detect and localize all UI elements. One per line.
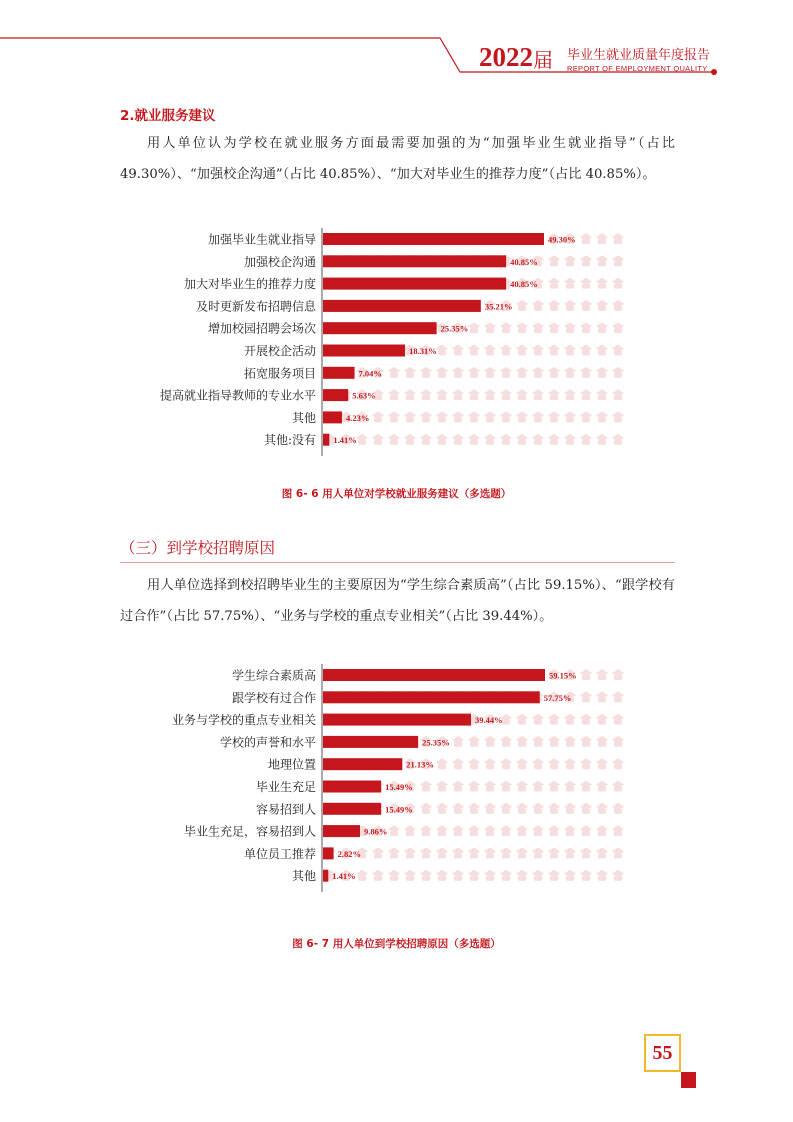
section-heading: 2.就业服务建议	[120, 108, 216, 124]
graduation-cap-icon	[548, 736, 560, 747]
graduation-cap-icon	[500, 411, 512, 422]
graduation-cap-icon	[436, 803, 448, 814]
graduation-cap-icon	[548, 322, 560, 333]
graduation-cap-icon	[468, 367, 480, 378]
graduation-cap-icon	[612, 847, 624, 858]
category-label: 学校的声誉和水平	[219, 735, 316, 750]
graduation-cap-icon	[436, 781, 448, 792]
graduation-cap-icon	[580, 714, 592, 725]
graduation-cap-icon	[420, 847, 432, 858]
graduation-cap-icon	[372, 411, 384, 422]
data-label: 2.82%	[337, 848, 361, 859]
graduation-cap-icon	[500, 345, 512, 356]
data-label: 5.63%	[352, 390, 376, 401]
graduation-cap-icon	[532, 714, 544, 725]
page-number: 55	[652, 1042, 673, 1064]
graduation-cap-icon	[500, 847, 512, 858]
graduation-cap-icon	[548, 367, 560, 378]
bar	[323, 781, 381, 793]
graduation-cap-icon	[484, 345, 496, 356]
category-label: 其他:没有	[263, 433, 316, 448]
category-label: 容易招到人	[255, 802, 316, 817]
graduation-cap-icon	[500, 434, 512, 445]
report-year: 2022	[479, 42, 533, 72]
category-label: 跟学校有过合作	[231, 690, 316, 705]
graduation-cap-icon	[548, 300, 560, 311]
graduation-cap-icon	[596, 714, 608, 725]
graduation-cap-icon	[532, 434, 544, 445]
bar	[323, 322, 437, 334]
graduation-cap-icon	[484, 803, 496, 814]
graduation-cap-icon	[532, 758, 544, 769]
graduation-cap-icon	[580, 300, 592, 311]
data-label: 40.85%	[510, 256, 538, 267]
report-year-suffix: 届	[533, 48, 553, 72]
chart-recruitment-reasons	[0, 664, 793, 896]
body-paragraph: 用人单位认为学校在就业服务方面最需要加强的为“加强毕业生就业指导”（占比 49.30%）、“加强校企沟通”（占比 40.85%）、“加大对毕业生的推荐力度”（占比 40.85%）。	[120, 136, 675, 182]
graduation-cap-icon	[500, 803, 512, 814]
graduation-cap-icon	[596, 691, 608, 702]
graduation-cap-icon	[548, 389, 560, 400]
graduation-cap-icon	[612, 781, 624, 792]
graduation-cap-icon	[452, 411, 464, 422]
graduation-cap-icon	[452, 434, 464, 445]
graduation-cap-icon	[516, 714, 528, 725]
graduation-cap-icon	[420, 434, 432, 445]
data-label: 4.23%	[345, 412, 370, 423]
bar	[323, 803, 381, 815]
data-label: 35.21%	[484, 301, 513, 312]
bar	[323, 870, 328, 882]
graduation-cap-icon	[468, 781, 480, 792]
graduation-cap-icon	[580, 781, 592, 792]
graduation-cap-icon	[580, 233, 592, 244]
graduation-cap-icon	[596, 255, 608, 266]
graduation-cap-icon	[532, 870, 544, 881]
graduation-cap-icon	[564, 278, 576, 289]
graduation-cap-icon	[420, 803, 432, 814]
graduation-cap-icon	[500, 781, 512, 792]
graduation-cap-icon	[548, 714, 560, 725]
report-title-en: REPORT OF EMPLOYMENT QUALITY	[567, 64, 708, 73]
graduation-cap-icon	[516, 300, 528, 311]
graduation-cap-icon	[468, 389, 480, 400]
category-label: 增加校园招聘会场次	[207, 321, 316, 336]
bar	[323, 411, 342, 423]
graduation-cap-icon	[500, 825, 512, 836]
section-divider	[120, 562, 675, 563]
graduation-cap-icon	[500, 758, 512, 769]
graduation-cap-icon	[612, 255, 624, 266]
graduation-cap-icon	[596, 847, 608, 858]
graduation-cap-icon	[436, 847, 448, 858]
graduation-cap-icon	[612, 300, 624, 311]
graduation-cap-icon	[516, 367, 528, 378]
graduation-cap-icon	[436, 367, 448, 378]
graduation-cap-icon	[580, 825, 592, 836]
graduation-cap-icon	[596, 389, 608, 400]
report-title-cn: 毕业生就业质量年度报告	[567, 48, 711, 63]
graduation-cap-icon	[468, 825, 480, 836]
graduation-cap-icon	[580, 803, 592, 814]
graduation-cap-icon	[564, 714, 576, 725]
graduation-cap-icon	[404, 367, 416, 378]
data-label: 18.31%	[409, 346, 437, 356]
section-heading: （三）到学校招聘原因	[120, 539, 276, 557]
graduation-cap-icon	[516, 411, 528, 422]
graduation-cap-icon	[596, 367, 608, 378]
graduation-cap-icon	[484, 870, 496, 881]
graduation-cap-icon	[548, 803, 560, 814]
graduation-cap-icon	[452, 847, 464, 858]
category-label: 其他	[291, 869, 316, 884]
graduation-cap-icon	[532, 781, 544, 792]
graduation-cap-icon	[564, 781, 576, 792]
graduation-cap-icon	[468, 847, 480, 858]
graduation-cap-icon	[564, 803, 576, 814]
graduation-cap-icon	[548, 434, 560, 445]
graduation-cap-icon	[516, 847, 528, 858]
category-label: 加强校企沟通	[243, 254, 316, 269]
graduation-cap-icon	[372, 847, 384, 858]
graduation-cap-icon	[404, 389, 416, 400]
graduation-cap-icon	[532, 825, 544, 836]
graduation-cap-icon	[596, 669, 608, 680]
graduation-cap-icon	[484, 781, 496, 792]
graduation-cap-icon	[596, 870, 608, 881]
graduation-cap-icon	[484, 847, 496, 858]
category-label: 毕业生充足，容易招到人	[183, 824, 316, 839]
graduation-cap-icon	[596, 758, 608, 769]
graduation-cap-icon	[596, 233, 608, 244]
data-label: 25.35%	[422, 737, 450, 748]
graduation-cap-icon	[612, 411, 624, 422]
bar	[323, 367, 355, 379]
graduation-cap-icon	[548, 870, 560, 881]
graduation-cap-icon	[516, 758, 528, 769]
data-label: 1.41%	[332, 871, 356, 882]
graduation-cap-icon	[596, 825, 608, 836]
graduation-cap-icon	[372, 870, 384, 881]
graduation-cap-icon	[612, 345, 624, 356]
data-label: 59.15%	[549, 670, 577, 681]
graduation-cap-icon	[452, 367, 464, 378]
graduation-cap-icon	[516, 736, 528, 747]
graduation-cap-icon	[468, 736, 480, 747]
bar	[323, 300, 481, 312]
graduation-cap-icon	[612, 825, 624, 836]
graduation-cap-icon	[516, 825, 528, 836]
bar	[323, 278, 506, 290]
graduation-cap-icon	[484, 825, 496, 836]
graduation-cap-icon	[580, 434, 592, 445]
graduation-cap-icon	[532, 847, 544, 858]
figure-caption: 图 6- 6 用人单位对学校就业服务建议（多选题）	[281, 488, 512, 500]
graduation-cap-icon	[484, 411, 496, 422]
graduation-cap-icon	[516, 389, 528, 400]
data-label: 49.30%	[548, 234, 576, 245]
graduation-cap-icon	[372, 434, 384, 445]
graduation-cap-icon	[420, 411, 432, 422]
graduation-cap-icon	[436, 389, 448, 400]
category-label: 业务与学校的重点专业相关	[171, 713, 316, 728]
graduation-cap-icon	[436, 870, 448, 881]
data-label: 9.86%	[364, 826, 388, 837]
graduation-cap-icon	[420, 781, 432, 792]
graduation-cap-icon	[548, 411, 560, 422]
graduation-cap-icon	[564, 300, 576, 311]
bar	[323, 345, 405, 357]
graduation-cap-icon	[436, 434, 448, 445]
graduation-cap-icon	[436, 758, 448, 769]
graduation-cap-icon	[404, 411, 416, 422]
graduation-cap-icon	[420, 389, 432, 400]
graduation-cap-icon	[580, 870, 592, 881]
data-label: 39.44%	[475, 715, 503, 726]
bar	[323, 233, 544, 245]
graduation-cap-icon	[388, 411, 400, 422]
graduation-cap-icon	[532, 736, 544, 747]
category-label: 学生综合素质高	[231, 668, 316, 683]
graduation-cap-icon	[612, 714, 624, 725]
graduation-cap-icon	[532, 322, 544, 333]
graduation-cap-icon	[500, 389, 512, 400]
body-paragraph: 用人单位选择到校招聘毕业生的主要原因为“学生综合素质高”（占比 59.15%）、“跟学校有过合作”（占比 57.75%）、“业务与学校的重点专业相关”（占比 39.44%）。	[120, 578, 675, 624]
bar	[323, 434, 329, 446]
graduation-cap-icon	[596, 322, 608, 333]
bar	[323, 691, 540, 703]
graduation-cap-icon	[548, 255, 560, 266]
graduation-cap-icon	[484, 434, 496, 445]
figure-caption: 图 6- 7 用人单位到学校招聘原因（多选题）	[292, 938, 501, 950]
graduation-cap-icon	[452, 389, 464, 400]
graduation-cap-icon	[596, 300, 608, 311]
graduation-cap-icon	[612, 389, 624, 400]
category-label: 其他	[291, 410, 316, 425]
graduation-cap-icon	[452, 781, 464, 792]
graduation-cap-icon	[436, 825, 448, 836]
graduation-cap-icon	[388, 870, 400, 881]
graduation-cap-icon	[388, 825, 400, 836]
graduation-cap-icon	[564, 411, 576, 422]
category-label: 加大对毕业生的推荐力度	[183, 277, 316, 292]
graduation-cap-icon	[516, 803, 528, 814]
graduation-cap-icon	[484, 389, 496, 400]
data-label: 7.04%	[358, 368, 382, 379]
graduation-cap-icon	[596, 803, 608, 814]
graduation-cap-icon	[516, 322, 528, 333]
graduation-cap-icon	[468, 411, 480, 422]
graduation-cap-icon	[580, 669, 592, 680]
graduation-cap-icon	[452, 803, 464, 814]
graduation-cap-icon	[500, 367, 512, 378]
graduation-cap-icon	[612, 367, 624, 378]
graduation-cap-icon	[484, 367, 496, 378]
category-label: 拓宽服务项目	[243, 366, 316, 381]
category-label: 提高就业指导教师的专业水平	[159, 388, 316, 403]
graduation-cap-icon	[580, 736, 592, 747]
graduation-cap-icon	[404, 870, 416, 881]
graduation-cap-icon	[564, 758, 576, 769]
graduation-cap-icon	[420, 825, 432, 836]
graduation-cap-icon	[580, 367, 592, 378]
graduation-cap-icon	[468, 434, 480, 445]
graduation-cap-icon	[564, 322, 576, 333]
graduation-cap-icon	[548, 825, 560, 836]
graduation-cap-icon	[420, 367, 432, 378]
graduation-cap-icon	[452, 825, 464, 836]
graduation-cap-icon	[468, 870, 480, 881]
category-label: 毕业生充足	[255, 780, 316, 794]
graduation-cap-icon	[612, 691, 624, 702]
graduation-cap-icon	[564, 367, 576, 378]
graduation-cap-icon	[580, 255, 592, 266]
graduation-cap-icon	[500, 870, 512, 881]
data-label: 25.35%	[440, 323, 469, 334]
graduation-cap-icon	[548, 758, 560, 769]
graduation-cap-icon	[404, 825, 416, 836]
graduation-cap-icon	[436, 345, 448, 356]
graduation-cap-icon	[452, 870, 464, 881]
graduation-cap-icon	[564, 389, 576, 400]
category-label: 单位员工推荐	[243, 846, 316, 861]
bar	[323, 736, 418, 748]
graduation-cap-icon	[484, 736, 496, 747]
graduation-cap-icon	[580, 278, 592, 289]
graduation-cap-icon	[484, 322, 496, 333]
graduation-cap-icon	[596, 781, 608, 792]
graduation-cap-icon	[468, 345, 480, 356]
graduation-cap-icon	[516, 345, 528, 356]
graduation-cap-icon	[404, 847, 416, 858]
graduation-cap-icon	[516, 434, 528, 445]
bar	[323, 758, 402, 770]
graduation-cap-icon	[532, 300, 544, 311]
graduation-cap-icon	[580, 322, 592, 333]
graduation-cap-icon	[356, 870, 368, 881]
graduation-cap-icon	[612, 736, 624, 747]
category-label: 地理位置	[267, 757, 316, 772]
graduation-cap-icon	[596, 736, 608, 747]
data-label: 57.75%	[543, 692, 572, 703]
graduation-cap-icon	[612, 434, 624, 445]
bar	[323, 847, 334, 859]
graduation-cap-icon	[580, 847, 592, 858]
graduation-cap-icon	[388, 847, 400, 858]
graduation-cap-icon	[548, 345, 560, 356]
graduation-cap-icon	[356, 434, 368, 445]
graduation-cap-icon	[564, 345, 576, 356]
graduation-cap-icon	[548, 847, 560, 858]
graduation-cap-icon	[612, 870, 624, 881]
bar	[323, 714, 471, 726]
graduation-cap-icon	[436, 411, 448, 422]
bar	[323, 825, 360, 837]
data-label: 21.13%	[406, 759, 434, 770]
graduation-cap-icon	[516, 781, 528, 792]
category-label: 开展校企活动	[243, 344, 316, 358]
graduation-cap-icon	[468, 758, 480, 769]
graduation-cap-icon	[548, 278, 560, 289]
graduation-cap-icon	[404, 434, 416, 445]
graduation-cap-icon	[596, 411, 608, 422]
bar	[323, 255, 506, 267]
graduation-cap-icon	[548, 781, 560, 792]
graduation-cap-icon	[612, 669, 624, 680]
graduation-cap-icon	[564, 736, 576, 747]
graduation-cap-icon	[580, 691, 592, 702]
graduation-cap-icon	[596, 278, 608, 289]
graduation-cap-icon	[452, 345, 464, 356]
graduation-cap-icon	[532, 345, 544, 356]
graduation-cap-icon	[500, 736, 512, 747]
graduation-cap-icon	[532, 389, 544, 400]
chart-service-suggestions	[0, 228, 793, 460]
graduation-cap-icon	[532, 803, 544, 814]
bar	[323, 669, 545, 681]
data-label: 15.49%	[385, 804, 413, 815]
page-number-box	[644, 1034, 681, 1072]
page-corner-mark	[681, 1072, 696, 1088]
graduation-cap-icon	[452, 736, 464, 747]
graduation-cap-icon	[452, 758, 464, 769]
graduation-cap-icon	[532, 367, 544, 378]
graduation-cap-icon	[612, 758, 624, 769]
graduation-cap-icon	[564, 255, 576, 266]
bar	[323, 389, 348, 401]
graduation-cap-icon	[596, 345, 608, 356]
graduation-cap-icon	[612, 322, 624, 333]
graduation-cap-icon	[564, 825, 576, 836]
data-label: 15.49%	[385, 782, 413, 792]
graduation-cap-icon	[532, 411, 544, 422]
graduation-cap-icon	[580, 411, 592, 422]
graduation-cap-icon	[388, 434, 400, 445]
graduation-cap-icon	[388, 389, 400, 400]
graduation-cap-icon	[564, 847, 576, 858]
graduation-cap-icon	[484, 758, 496, 769]
graduation-cap-icon	[468, 803, 480, 814]
graduation-cap-icon	[564, 434, 576, 445]
graduation-cap-icon	[468, 322, 480, 333]
data-label: 1.41%	[333, 435, 357, 446]
data-label: 40.85%	[510, 279, 538, 290]
graduation-cap-icon	[564, 870, 576, 881]
graduation-cap-icon	[612, 803, 624, 814]
graduation-cap-icon	[516, 870, 528, 881]
graduation-cap-icon	[580, 345, 592, 356]
category-label: 加强毕业生就业指导	[207, 232, 316, 247]
graduation-cap-icon	[500, 322, 512, 333]
graduation-cap-icon	[388, 367, 400, 378]
graduation-cap-icon	[596, 434, 608, 445]
graduation-cap-icon	[612, 233, 624, 244]
graduation-cap-icon	[420, 870, 432, 881]
graduation-cap-icon	[580, 389, 592, 400]
graduation-cap-icon	[580, 758, 592, 769]
category-label: 及时更新发布招聘信息	[195, 299, 316, 314]
graduation-cap-icon	[612, 278, 624, 289]
